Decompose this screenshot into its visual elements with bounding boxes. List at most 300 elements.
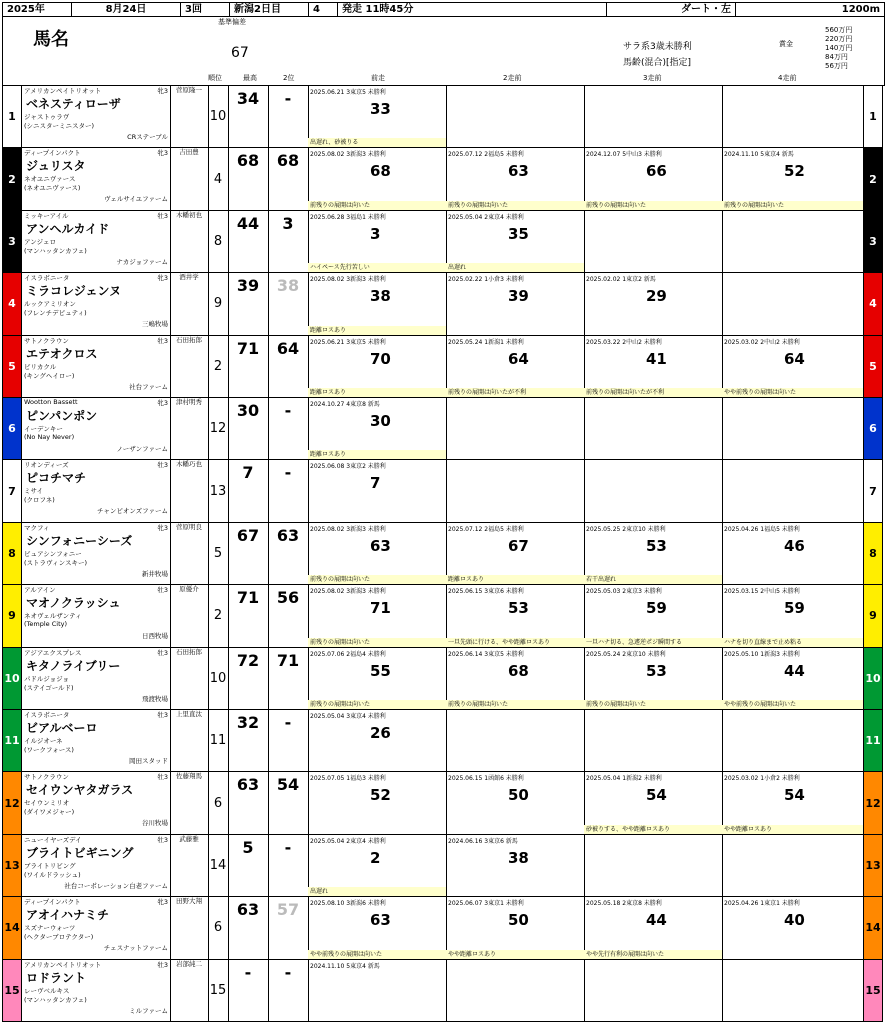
horse-name[interactable]: エテオクロス <box>26 346 98 361</box>
jockey-name: 酒井学 <box>179 273 199 282</box>
dam-name: スズナーウォーツ <box>24 924 76 933</box>
race-score: 63 <box>370 911 391 930</box>
dam-sire-name: (ワイルドラッシュ) <box>24 870 81 879</box>
race-header: 2025.06.07 3東京1 未勝利 <box>448 900 524 908</box>
past-race-4[interactable] <box>722 648 865 709</box>
second-index-value: 3 <box>282 213 294 233</box>
base-label: 基準偏差 <box>218 18 246 26</box>
sex-age: 牡3 <box>157 835 168 844</box>
horse-name[interactable]: ロドラント <box>26 970 87 985</box>
race-header: 2025.07.12 2福島5 未勝利 <box>448 151 524 159</box>
jockey-name: 石田拓郎 <box>176 647 202 656</box>
race-score: 38 <box>508 848 529 867</box>
second-index <box>268 648 309 709</box>
race-header: 2025.07.06 2福島4 未勝利 <box>310 650 386 658</box>
horse-info[interactable] <box>22 398 171 459</box>
dam-name: ネオユニヴァース <box>24 175 76 184</box>
dam-name: レーヴベルキス <box>24 986 70 995</box>
race-comment: 出遅れ、砂被りる <box>308 138 446 147</box>
max-index <box>228 835 269 896</box>
sire-name: ミッキーアイル <box>24 211 69 220</box>
max-index-value: 68 <box>236 151 260 171</box>
gate-number: 12 <box>3 772 22 833</box>
race-header: 2024.11.10 5東京4 新馬 <box>724 151 794 159</box>
race-score: 52 <box>370 786 391 805</box>
past-race-2[interactable] <box>446 398 585 459</box>
second-index-value: 71 <box>276 650 300 670</box>
past-race-4[interactable] <box>722 772 865 833</box>
max-index <box>228 336 269 397</box>
gate-number-right: 1 <box>863 86 882 147</box>
breeder-name: CRステーブル <box>127 133 168 141</box>
horse-name[interactable]: シンフォニーシーズ <box>26 533 133 548</box>
horse-info[interactable] <box>22 585 171 646</box>
race-class: サラ系3歳未勝利 <box>623 42 692 52</box>
max-index-value: 63 <box>236 775 260 795</box>
race-score: 46 <box>784 536 805 555</box>
past-race-1[interactable] <box>308 273 447 334</box>
race-header: 2025.03.22 2中山2 未勝利 <box>586 338 662 346</box>
past-race-3[interactable] <box>584 211 723 272</box>
race-comment: 前残りの展開は向いた <box>446 700 584 709</box>
horse-row[interactable] <box>2 585 883 647</box>
sire-name: アメリカンペイトリオット <box>24 87 102 95</box>
past-race-1[interactable] <box>308 398 447 459</box>
race-score: 50 <box>508 786 529 805</box>
race-score: 38 <box>370 287 391 306</box>
horse-info[interactable] <box>22 897 171 958</box>
dam-sire-name: (ダイワメジャー) <box>24 808 75 817</box>
gate-number: 5 <box>3 336 22 397</box>
past-race-4[interactable] <box>722 710 865 771</box>
horse-row[interactable] <box>2 772 883 834</box>
race-comment: 出遅れ <box>446 263 584 272</box>
race-score: 53 <box>646 661 667 680</box>
race-score: 68 <box>508 661 529 680</box>
race-header: 2025.05.03 2東京3 未勝利 <box>586 588 662 596</box>
past-race-3[interactable] <box>584 398 723 459</box>
sire-name: ディープインパクト <box>24 149 81 158</box>
dam-sire-name: (ワークフォース) <box>24 746 74 754</box>
max-index-value: 39 <box>236 276 260 296</box>
horse-info[interactable] <box>22 772 171 833</box>
jockey-name: 岩部純二 <box>176 959 202 968</box>
second-index <box>268 835 309 896</box>
sire-name: サトノクラウン <box>24 336 69 345</box>
past-race-3[interactable] <box>584 585 723 646</box>
race-comment: 前残りの展開は向いた <box>308 575 446 584</box>
horse-info[interactable] <box>22 211 171 272</box>
past-race-3[interactable] <box>584 460 723 521</box>
race-header: 2025.06.21 3東京5 未勝利 <box>310 89 386 96</box>
prize-2: 220万円 <box>825 35 853 43</box>
gate-number: 7 <box>3 460 22 521</box>
race-score: 70 <box>370 349 391 368</box>
race-score: 64 <box>784 349 805 368</box>
race-header: 2025.08.02 3新潟3 未勝利 <box>310 151 386 159</box>
past-race-2[interactable] <box>446 960 585 1021</box>
race-score: 71 <box>370 599 391 618</box>
gate-number: 2 <box>3 148 22 209</box>
past-race-4[interactable] <box>722 273 865 334</box>
second-index-value: - <box>284 463 292 483</box>
dam-name: ジャストゥラヴ <box>24 113 70 121</box>
sex-age: 牡3 <box>157 461 168 470</box>
race-score: 66 <box>646 162 667 181</box>
second-index <box>268 897 309 958</box>
jockey-cell <box>170 835 209 896</box>
past-race-1[interactable] <box>308 960 447 1021</box>
dam-sire-name: (フレンチデピュティ) <box>24 309 87 318</box>
past-race-2[interactable] <box>446 211 585 272</box>
past-race-3[interactable] <box>584 148 723 209</box>
jockey-cell <box>170 710 209 771</box>
jockey-name: 菅原隆一 <box>176 86 202 94</box>
dam-sire-name: (キングヘイロー) <box>24 371 75 380</box>
race-score: 7 <box>370 474 381 493</box>
horse-row[interactable] <box>2 710 883 772</box>
jockey-name: 武藤雅 <box>179 834 199 843</box>
gate-number-right: 15 <box>863 960 882 1021</box>
breeder-name: 社台ファーム <box>129 382 168 391</box>
horse-row[interactable] <box>2 211 883 273</box>
gate-number-right: 11 <box>863 710 882 771</box>
sire-name: アルアイン <box>24 586 56 595</box>
second-index <box>268 211 309 272</box>
horse-info[interactable] <box>22 460 171 521</box>
sire-name: ディープインパクト <box>24 898 81 907</box>
past-race-2[interactable] <box>446 710 585 771</box>
horse-name[interactable]: ピンパンポン <box>26 409 98 423</box>
prize-4: 84万円 <box>825 53 848 61</box>
dam-name: ブライトリビング <box>24 861 76 870</box>
past-race-4[interactable] <box>722 398 865 459</box>
prize-3: 140万円 <box>825 44 853 52</box>
horse-name[interactable]: マオノクラッシュ <box>26 596 121 611</box>
breeder-name: 岡田スタッド <box>129 757 168 765</box>
past-race-1[interactable] <box>308 585 447 646</box>
gate-number-right: 2 <box>863 148 882 209</box>
breeder-name: 谷川牧場 <box>142 819 168 828</box>
race-comment: やや前残りの展開は向いた <box>722 700 864 709</box>
race-header: 2025.05.25 2東京10 未勝利 <box>586 525 666 533</box>
horse-name[interactable]: アオイハナミチ <box>26 908 110 923</box>
rank-order: 9 <box>208 273 229 334</box>
jockey-cell <box>170 148 209 209</box>
col-second: 2位 <box>283 74 295 82</box>
race-score: 33 <box>370 100 391 118</box>
race-score: 26 <box>370 724 391 742</box>
sex-age: 牡3 <box>157 211 168 220</box>
race-score: 39 <box>508 287 529 306</box>
race-comment: やや先行有利の展開は向いた <box>584 950 722 959</box>
col-order: 順位 <box>208 74 222 82</box>
jockey-name: 上里直汰 <box>176 710 202 718</box>
gate-number-right: 9 <box>863 585 882 646</box>
sire-name: イスラボニータ <box>24 274 70 283</box>
horse-name[interactable]: ジュリスタ <box>26 159 86 174</box>
sex-age: 牝3 <box>157 898 168 907</box>
breeder-name: チャンピオンズファーム <box>97 507 168 516</box>
race-score: 52 <box>784 162 805 181</box>
past-race-4[interactable] <box>722 960 865 1021</box>
dam-name: パドルジョジョ <box>24 674 69 683</box>
sire-name: リオンディーズ <box>24 461 69 470</box>
past-race-3[interactable] <box>584 273 723 334</box>
race-comment: 距離ロスあり <box>446 575 584 584</box>
max-index <box>228 460 269 521</box>
gate-number: 3 <box>3 211 22 272</box>
past-race-4[interactable] <box>722 336 865 397</box>
gate-number-right: 12 <box>863 772 882 833</box>
past-race-2[interactable] <box>446 460 585 521</box>
race-score: 3 <box>370 224 381 243</box>
horse-row[interactable] <box>2 460 883 522</box>
horse-row[interactable] <box>2 336 883 398</box>
sex-age: 牡3 <box>157 648 168 657</box>
gate-number-right: 10 <box>863 648 882 709</box>
dam-sire-name: (Temple City) <box>24 620 68 629</box>
horse-row[interactable] <box>2 523 883 585</box>
gate-number: 10 <box>3 648 22 709</box>
second-index-value: - <box>284 713 292 732</box>
race-distance: 1200m <box>841 4 880 15</box>
horse-row[interactable] <box>2 398 883 460</box>
prize-1: 560万円 <box>825 26 853 34</box>
past-race-4[interactable] <box>722 585 865 646</box>
race-comment: やや前残りの展開は向いた <box>308 950 446 959</box>
max-index-value: 7 <box>242 463 254 483</box>
past-race-2[interactable] <box>446 86 585 147</box>
second-index-value: 56 <box>276 588 300 608</box>
jockey-cell <box>170 211 209 272</box>
race-score: 55 <box>370 661 391 680</box>
past-race-3[interactable] <box>584 897 723 958</box>
race-comment: ハイペース先行苦しい <box>308 263 446 272</box>
past-race-1[interactable] <box>308 648 447 709</box>
horse-name[interactable]: キタノライブリー <box>26 658 121 673</box>
horse-info[interactable] <box>22 273 171 334</box>
horse-name[interactable]: セイウンヤタガラス <box>26 783 134 798</box>
rank-order: 6 <box>208 897 229 958</box>
breeder-name: 三嶋牧場 <box>142 320 168 329</box>
past-race-1[interactable] <box>308 86 447 147</box>
gate-number: 6 <box>3 398 22 459</box>
horse-info[interactable] <box>22 336 171 397</box>
race-comment: 砂被りする、やや距離ロスあり <box>584 825 722 834</box>
race-header: 2025.04.26 1福島5 未勝利 <box>724 525 800 533</box>
max-index-value: 44 <box>236 213 260 233</box>
rank-order: 2 <box>208 585 229 646</box>
gate-number-right: 4 <box>863 273 882 334</box>
max-index <box>228 148 269 209</box>
horse-info[interactable] <box>22 710 171 771</box>
race-score: 30 <box>370 412 391 430</box>
past-race-2[interactable] <box>446 772 585 833</box>
race-condition: 馬齢(混合)[指定] <box>623 58 692 68</box>
horse-name[interactable]: アンヘルカイド <box>26 221 110 236</box>
past-race-1[interactable] <box>308 835 447 896</box>
race-comment: 距離ロスあり <box>308 388 446 397</box>
past-race-3[interactable] <box>584 960 723 1021</box>
gate-number: 4 <box>3 273 22 334</box>
race-header: 2025.06.21 3東京5 未勝利 <box>310 338 386 346</box>
race-header: 2025.05.24 1新潟1 未勝利 <box>448 338 524 346</box>
race-comment: 前残りの展開は向いた <box>308 700 446 709</box>
jockey-name: 田野大翔 <box>176 897 202 906</box>
max-index <box>228 897 269 958</box>
gate-number-right: 5 <box>863 336 882 397</box>
race-score: 63 <box>370 536 391 555</box>
jockey-cell <box>170 86 209 147</box>
col-prev1: 前走 <box>371 74 385 82</box>
second-index <box>268 523 309 584</box>
race-header: 2024.10.27 4東京8 新馬 <box>310 401 380 408</box>
race-score: 53 <box>646 536 667 555</box>
race-start: 発走 11時45分 <box>338 3 607 16</box>
past-race-3[interactable] <box>584 336 723 397</box>
past-race-4[interactable] <box>722 86 865 147</box>
max-index-value: 32 <box>236 713 260 732</box>
race-header: 2025.08.02 3新潟3 未勝利 <box>310 525 386 533</box>
dam-name: ミサイ <box>24 487 44 496</box>
race-score: 41 <box>646 349 667 368</box>
race-score: 50 <box>508 911 529 930</box>
race-number: 4 <box>309 3 338 16</box>
horse-name[interactable]: ミラコレジェンヌ <box>26 284 121 299</box>
horse-info[interactable] <box>22 960 171 1021</box>
horse-name[interactable]: ブライトビギニング <box>26 845 134 860</box>
jockey-name: 津村明秀 <box>176 398 202 406</box>
second-index-value: 63 <box>276 525 300 545</box>
jockey-cell <box>170 585 209 646</box>
max-index-value: 30 <box>236 401 260 420</box>
past-race-1[interactable] <box>308 897 447 958</box>
horse-row[interactable] <box>2 86 883 148</box>
second-index-value: 38 <box>276 276 300 296</box>
race-comment: 前残りの展開は向いた <box>308 638 446 647</box>
past-race-2[interactable] <box>446 336 585 397</box>
past-race-2[interactable] <box>446 523 585 584</box>
jockey-cell <box>170 336 209 397</box>
past-race-4[interactable] <box>722 148 865 209</box>
sex-age: 牡3 <box>157 960 168 969</box>
past-race-2[interactable] <box>446 585 585 646</box>
race-header: 2025.07.12 2福島5 未勝利 <box>448 525 524 533</box>
horse-info[interactable] <box>22 523 171 584</box>
horse-name[interactable]: ピコチマチ <box>26 471 87 486</box>
past-race-2[interactable] <box>446 648 585 709</box>
race-header: 2025.03.15 2中山5 未勝利 <box>724 588 800 596</box>
dam-sire-name: (マンハッタンカフェ) <box>24 995 87 1004</box>
horse-name[interactable]: ベネスティローザ <box>26 97 121 111</box>
gate-number-right: 6 <box>863 398 882 459</box>
past-race-1[interactable] <box>308 710 447 771</box>
jockey-name: 吉田豊 <box>179 148 199 157</box>
horse-info[interactable] <box>22 648 171 709</box>
past-race-4[interactable] <box>722 211 865 272</box>
base-value: 67 <box>231 45 249 61</box>
race-header: 2025.05.04 3東京4 未勝利 <box>310 713 386 720</box>
past-race-1[interactable] <box>308 772 447 833</box>
race-header: 2025.08.10 3新潟6 未勝利 <box>310 900 386 908</box>
past-race-1[interactable] <box>308 460 447 521</box>
gate-number-right: 3 <box>863 211 882 272</box>
past-race-1[interactable] <box>308 211 447 272</box>
race-comment: 距離ロスあり <box>308 326 446 335</box>
dam-name: ネオヴェルザンティ <box>24 612 82 621</box>
horse-row[interactable] <box>2 897 883 959</box>
race-score: 53 <box>508 599 529 618</box>
max-index <box>228 211 269 272</box>
sex-age: 牡3 <box>157 336 168 345</box>
max-index <box>228 772 269 833</box>
past-race-2[interactable] <box>446 148 585 209</box>
gate-number: 9 <box>3 585 22 646</box>
past-race-3[interactable] <box>584 772 723 833</box>
race-comment: やや前残りの展開は向いた <box>722 388 864 397</box>
past-race-2[interactable] <box>446 835 585 896</box>
horse-row[interactable] <box>2 960 883 1022</box>
horse-row[interactable] <box>2 835 883 897</box>
sex-age: 牝3 <box>157 87 168 95</box>
past-race-4[interactable] <box>722 835 865 896</box>
horse-row[interactable] <box>2 148 883 210</box>
dam-name: アンジェロ <box>24 237 56 246</box>
race-header: 2025.05.04 2東京4 未勝利 <box>448 213 524 221</box>
race-score: 44 <box>646 911 667 930</box>
col-prev3: 3走前 <box>643 74 662 82</box>
past-race-2[interactable] <box>446 273 585 334</box>
past-race-3[interactable] <box>584 86 723 147</box>
max-index <box>228 398 269 459</box>
past-race-1[interactable] <box>308 523 447 584</box>
past-race-3[interactable] <box>584 648 723 709</box>
race-round: 3回 <box>181 3 230 16</box>
race-score: 29 <box>646 287 667 306</box>
race-date: 8月24日 <box>72 3 181 16</box>
horse-name[interactable]: ビアルベーロ <box>26 721 98 735</box>
sire-name: アジアエクスプレス <box>24 648 82 657</box>
breeder-name: 日西牧場 <box>142 632 168 641</box>
past-race-4[interactable] <box>722 523 865 584</box>
rank-order: 10 <box>208 648 229 709</box>
race-header: 2025.08.02 3新潟3 未勝利 <box>310 588 386 596</box>
race-comment: 前残りの展開は向いた <box>308 201 446 210</box>
gate-number: 15 <box>3 960 22 1021</box>
horse-row[interactable] <box>2 273 883 335</box>
breeder-name: 新井牧場 <box>142 569 168 578</box>
past-race-4[interactable] <box>722 897 865 958</box>
race-comment: 前残りの展開は向いた <box>584 201 722 210</box>
rank-order: 12 <box>208 398 229 459</box>
past-race-3[interactable] <box>584 710 723 771</box>
race-score: 44 <box>784 661 805 680</box>
horse-info[interactable] <box>22 148 171 209</box>
horse-info[interactable] <box>22 86 171 147</box>
past-race-3[interactable] <box>584 835 723 896</box>
past-race-1[interactable] <box>308 336 447 397</box>
past-race-1[interactable] <box>308 148 447 209</box>
race-score: 40 <box>784 911 805 930</box>
race-comment: やや距離ロスあり <box>722 825 864 834</box>
past-race-4[interactable] <box>722 460 865 521</box>
past-race-3[interactable] <box>584 523 723 584</box>
past-race-2[interactable] <box>446 897 585 958</box>
horse-row[interactable] <box>2 648 883 710</box>
horse-info[interactable] <box>22 835 171 896</box>
race-score: 63 <box>508 162 529 181</box>
